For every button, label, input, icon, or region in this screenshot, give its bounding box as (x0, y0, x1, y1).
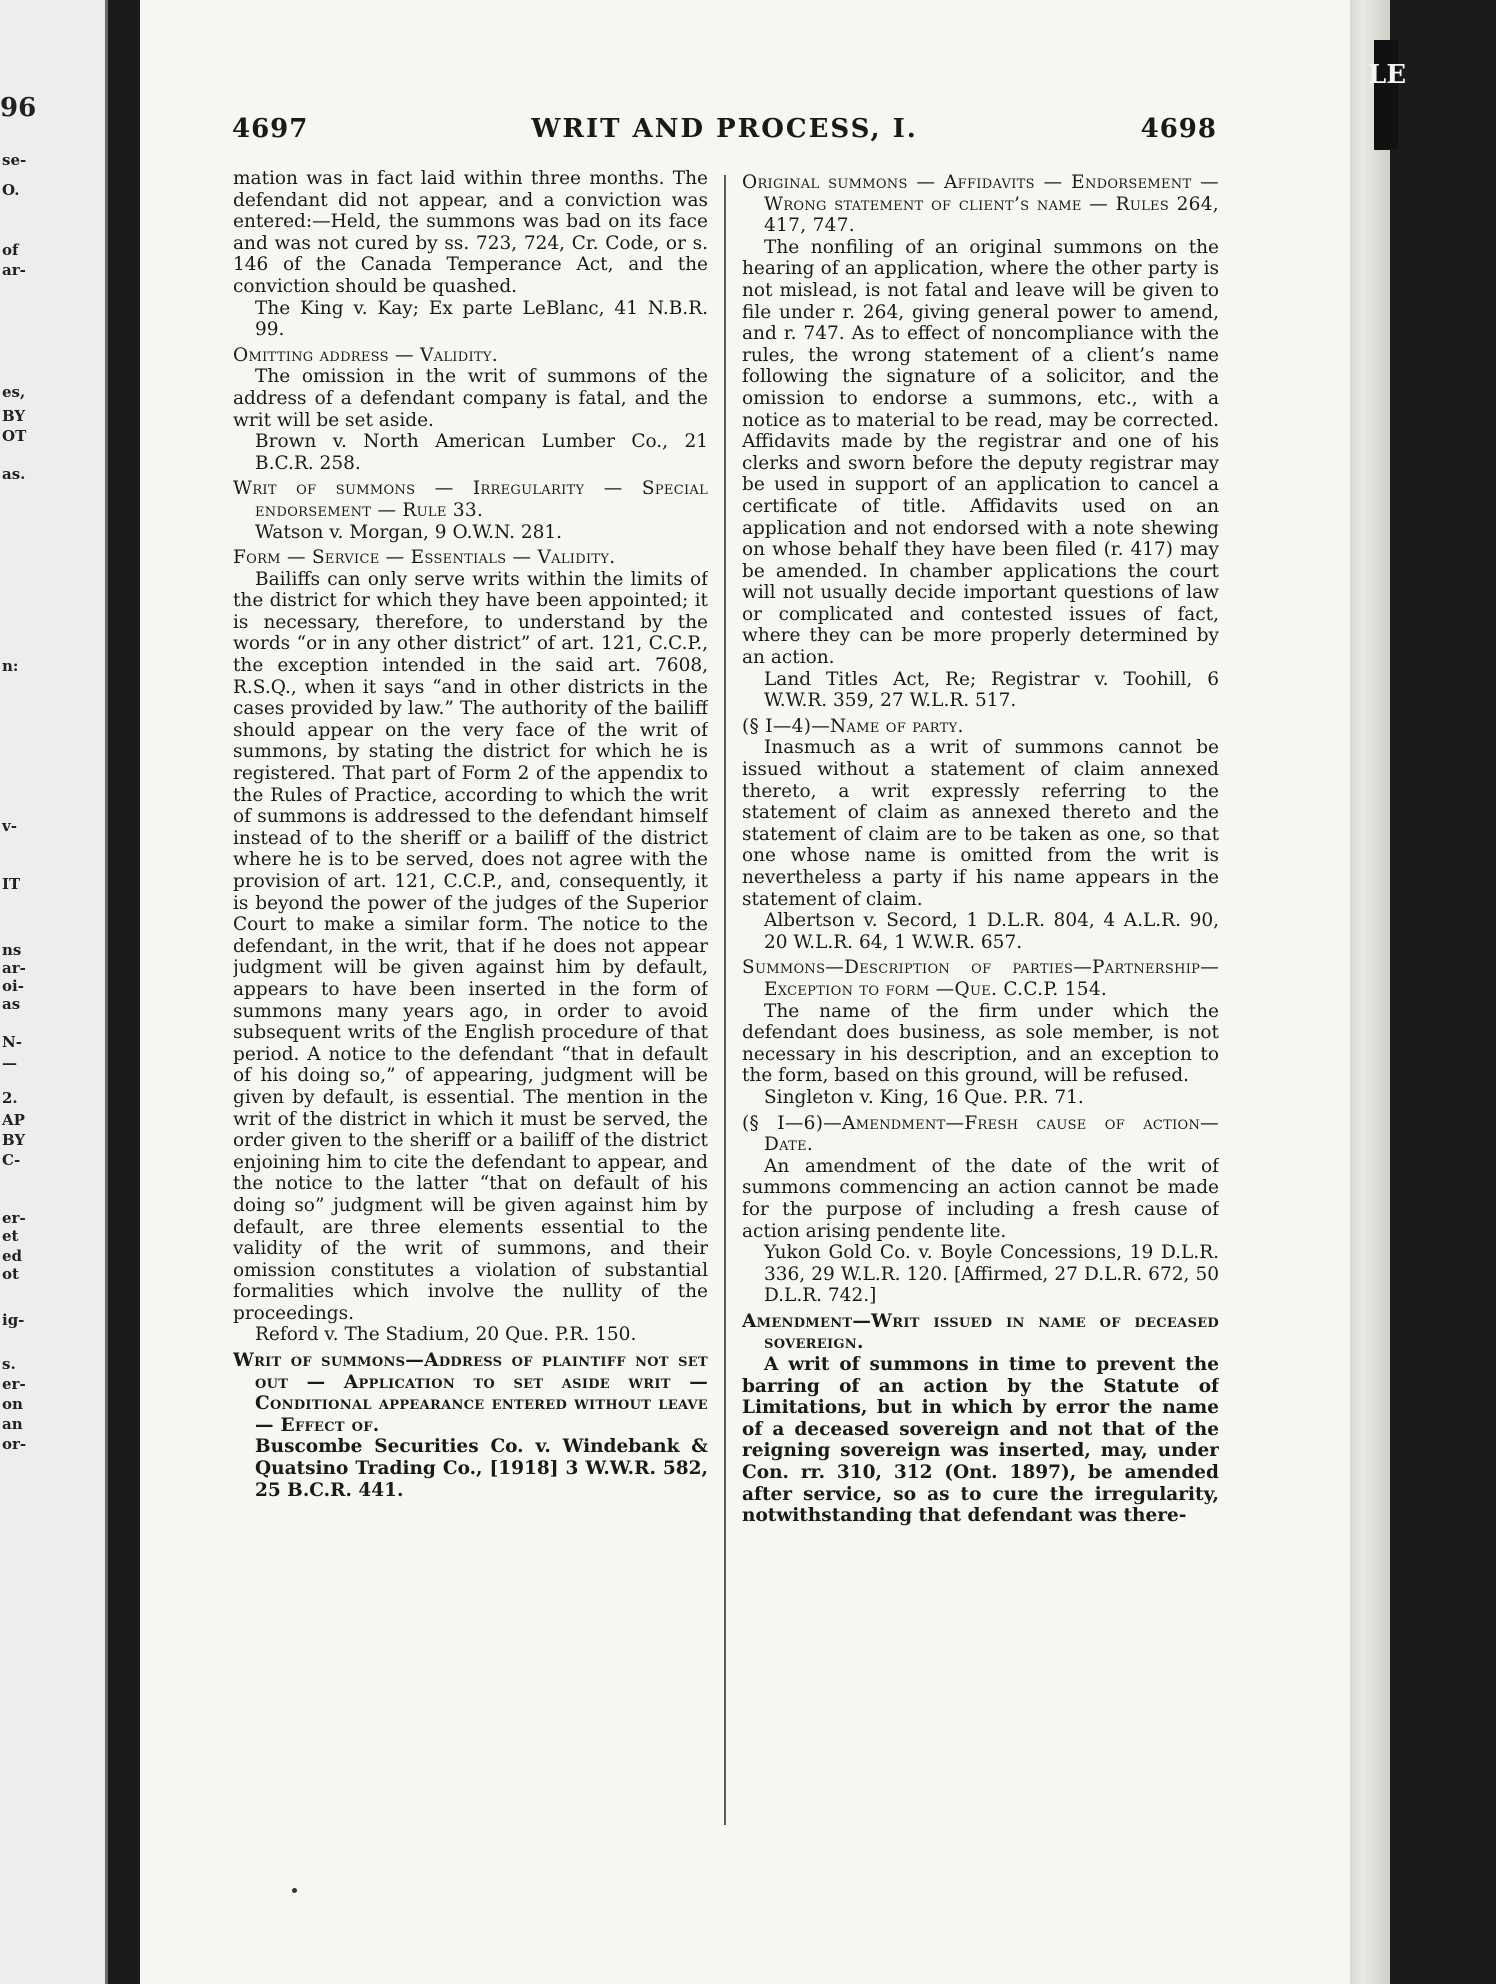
margin-fragment: s. (2, 1355, 16, 1373)
section-heading: Amendment—Writ issued in name of deceased sovereign. (742, 1310, 1219, 1354)
running-title: WRIT AND PROCESS, I. (531, 114, 918, 144)
paragraph: The name of the firm under which the defendant does business, as sole member, is not necessary in his description, and an exception to the form, based on this ground, will be refused. (742, 1000, 1219, 1087)
margin-fragment: ig- (2, 1311, 25, 1329)
margin-fragment: 96 (0, 93, 37, 123)
margin-fragment: N- (2, 1033, 22, 1051)
margin-fragment: as. (2, 465, 26, 483)
margin-fragment: ot (2, 1265, 19, 1283)
page-edge (1350, 0, 1390, 1984)
case-citation: Yukon Gold Co. v. Boyle Concessions, 19 D.L.R. 336, 29 W.L.R. 120. [Affirmed, 27 D.L.R. 672, 50 D.L.R. 742.] (764, 1242, 1219, 1307)
margin-fragment: BY (2, 407, 26, 425)
margin-fragment: as (2, 995, 21, 1013)
margin-fragment: OT (2, 427, 27, 445)
running-header (232, 114, 1217, 152)
section-heading: Writ of summons—Address of plaintiff not set out — Application to set aside writ — Conditional appearance entered without leave — Effect of. (233, 1350, 708, 1436)
page-tab-label: LE (1368, 60, 1407, 90)
margin-fragment: of (2, 241, 19, 259)
margin-fragment: or- (2, 1435, 27, 1453)
page-tab (1374, 40, 1398, 150)
column-divider (724, 175, 726, 1825)
margin-fragment: n: (2, 657, 19, 675)
section-heading: Summons—Description of parties—Partnership—Exception to form —Que. C.C.P. 154. (742, 957, 1219, 1000)
case-citation: The King v. Kay; Ex parte LeBlanc, 41 N.B.R. 99. (255, 297, 708, 341)
margin-fragment: ns (2, 941, 22, 959)
case-citation: Watson v. Morgan, 9 O.W.N. 281. (255, 521, 563, 543)
section-heading: Omitting address — Validity. (233, 344, 498, 366)
margin-fragment: on (2, 1395, 23, 1413)
margin-fragment: an (2, 1415, 23, 1433)
adjacent-page-margin (0, 0, 108, 1984)
ink-speck (292, 1888, 297, 1893)
paragraph: The nonfiling of an original summons on the hearing of an application, where the other party is not mislead, is not fatal and leave will be given to file under r. 264, giving general power to amend, and r. 747. As to effect of noncompliance with the rules, the wrong statement of a client’s name following the signature of a solicitor, and the omission to endorse a summons, etc., with a notice as to material to be read, may be corrected. Affidavits made by the registrar and one of his clerks and sworn before the deputy registrar may be used in support of an application to cancel a certificate of title. Affidavits used on an application and not endorsed with a note shewing on whose behalf they have been filed (r. 417) may be amended. In chamber applications the court will not usually decide important questions of law or complicated and contested issues of fact, where they can be more properly determined by an action. (742, 236, 1219, 669)
case-citation: Singleton v. King, 16 Que. P.R. 71. (764, 1086, 1084, 1108)
margin-fragment: v- (2, 817, 17, 835)
right-column (742, 168, 1219, 1828)
paragraph: Inasmuch as a writ of summons cannot be issued without a statement of claim annexed thereto, a writ expressly referring to the statement of claim as annexed thereto and the statement of claim are to be taken as one, so that one whose name is omitted from the writ is nevertheless a party if his name appears in the statement of claim. (742, 737, 1219, 910)
section-heading: (§ I—4)—Name of party. (742, 715, 964, 737)
margin-fragment: se- (2, 151, 27, 169)
margin-fragment: IT (2, 875, 21, 893)
left-column (233, 168, 708, 1828)
page-number-right: 4698 (1140, 114, 1217, 144)
case-citation: Reford v. The Stadium, 20 Que. P.R. 150. (255, 1324, 637, 1346)
case-citation: Albertson v. Secord, 1 D.L.R. 804, 4 A.L.R. 90, 20 W.L.R. 64, 1 W.W.R. 657. (764, 910, 1219, 953)
case-citation: Buscombe Securities Co. v. Windebank & Quatsino Trading Co., [1918] 3 W.W.R. 582, 25 B.C.R. 441. (255, 1436, 708, 1501)
margin-fragment: es, (2, 383, 26, 401)
margin-fragment: er- (2, 1375, 26, 1393)
margin-fragment: et (2, 1227, 19, 1245)
margin-fragment: C- (2, 1151, 21, 1169)
paragraph: An amendment of the date of the writ of summons commencing an action cannot be made for the purpose of including a fresh cause of action arising pendente lite. (742, 1155, 1219, 1242)
margin-fragment: ar- (2, 261, 26, 279)
paragraph: The omission in the writ of summons of the address of a defendant company is fatal, and the writ will be set aside. (233, 366, 708, 431)
margin-fragment: 2. (2, 1089, 18, 1107)
section-heading: (§ I—6)—Amendment—Fresh cause of action—Date. (742, 1112, 1219, 1156)
paragraph: A writ of summons in time to prevent the barring of an action by the Statute of Limitations, but in which by error the name of a deceased sovereign and not that of the reigning sovereign was inserted, may, under Con. rr. 310, 312 (Ont. 1897), be amended after service, so as to cure the irregularity, notwithstanding that defendant was there- (742, 1354, 1219, 1527)
case-citation: Brown v. North American Lumber Co., 21 B.C.R. 258. (255, 431, 708, 474)
section-heading: Writ of summons — Irregularity — Special endorsement — Rule 33. (233, 478, 708, 521)
page-number-left: 4697 (232, 114, 309, 144)
margin-fragment: O. (2, 181, 20, 199)
margin-fragment: ed (2, 1247, 23, 1265)
case-citation: Land Titles Act, Re; Registrar v. Toohill, 6 W.W.R. 359, 27 W.L.R. 517. (764, 668, 1219, 712)
margin-fragment: AP (2, 1111, 25, 1129)
section-heading: Form — Service — Essentials — Validity. (233, 547, 616, 569)
paragraph: Bailiffs can only serve writs within the limits of the district for which they have been appointed; it is necessary, therefore, to understand by the words “or in any other district” of art. 121, C.C.P., the exception intended in the said art. 7608, R.S.Q., when it says “and in other districts in the cases provided by law.” The authority of the bailiff should appear on the very face of the writ of summons, by stating the district for which he is registered. That part of Form 2 of the appendix to the Rules of Practice, according to which the writ of summons is addressed to the defendant himself instead of to the sheriff or a bailiff of the district where he is to be served, does not agree with the provision of art. 121, C.C.P., and, consequently, it is beyond the power of the judges of the Superior Court to make a similar form. The notice to the defendant, in the writ, that if he does not appear judgment will be given against him by default, appears to have been inserted in the form of summons many years ago, in order to avoid subsequent writs of the English procedure of that period. A notice to the defendant “that in default of his doing so,” of appearing, judgment will be given by default, is essential. The mention in the writ of the district in which it must be served, the order given to the sheriff or a bailiff of the district enjoining him to cite the defendant to appear, and the notice to the latter “that on default of his doing so” judgment will be given against him by default, are three elements essential to the validity of the writ of summons, and their omission constitutes a violation of substantial formalities which involve the nullity of the proceedings. (233, 568, 708, 1324)
margin-fragment: BY (2, 1131, 26, 1149)
margin-fragment: er- (2, 1209, 26, 1227)
margin-fragment: — (2, 1054, 17, 1072)
paragraph-continuation: mation was in fact laid within three months. The defendant did not appear, and a conviction was entered:—Held, the summons was bad on its face and was not cured by ss. 723, 724, Cr. Code, or s. 146 of the Canada Temperance Act, and the conviction should be quashed. (233, 168, 708, 297)
margin-fragment: oi- (2, 977, 24, 995)
section-heading: Original summons — Affidavits — Endorsement — Wrong statement of client’s name — Rules 264, 417, 747. (742, 172, 1219, 237)
margin-fragment: ar- (2, 959, 26, 977)
